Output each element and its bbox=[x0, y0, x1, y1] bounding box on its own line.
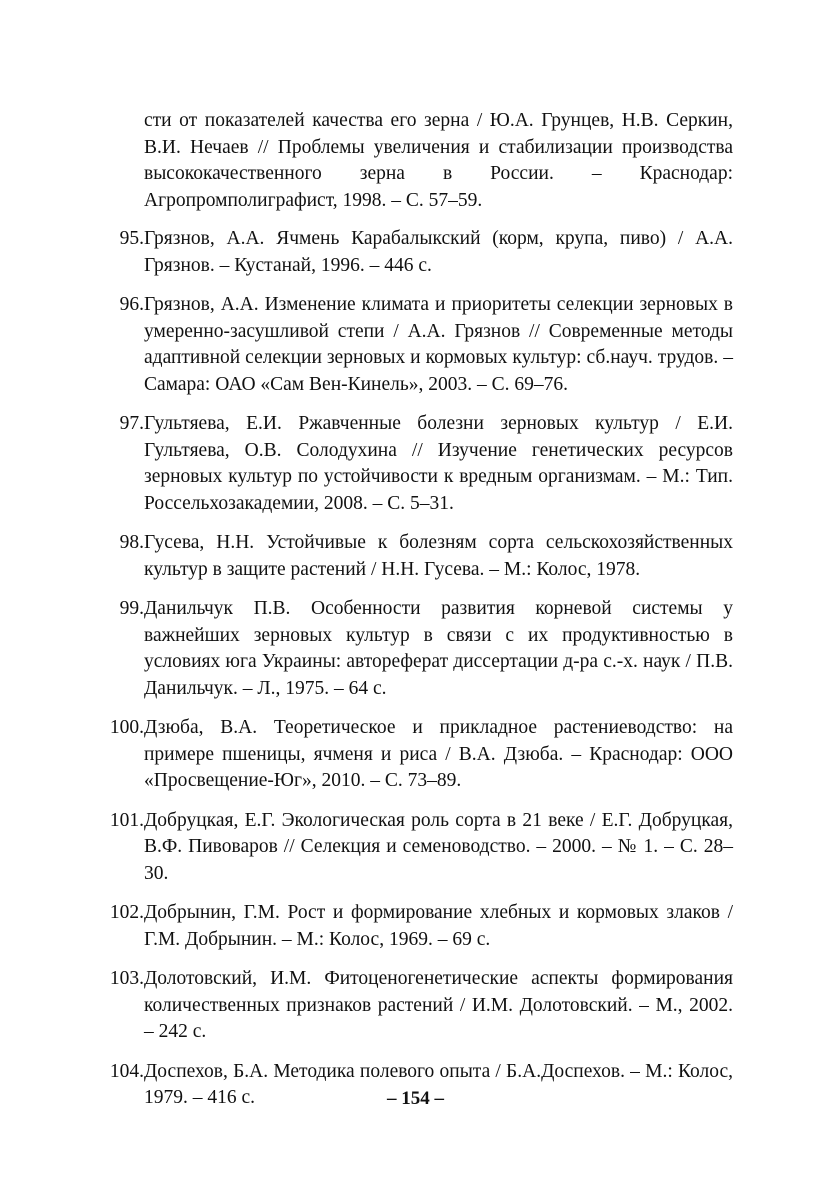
entry-number: 97. bbox=[119, 413, 144, 434]
bibliography-entry bbox=[100, 596, 733, 702]
entry-number: 104. bbox=[109, 1060, 144, 1082]
bibliography-entry bbox=[100, 808, 733, 888]
entry-text: сти от показателей качества его зерна / Ю.А. Грунцев, Н.В. Серкин, В.И. Нечаев // Проблемы увеличения и стабилизации производства высококачественного зерна в России. – Краснодар: Агропромполиграфист, 1998. – С. 57–59. bbox=[144, 110, 733, 211]
entry-number: 100. bbox=[109, 717, 144, 738]
entry-number: 98. bbox=[119, 532, 144, 553]
entry-text: Дзюба, В.А. Теоретическое и прикладное растениеводство: на примере пшеницы, ячменя и риса / В.А. Дзюба. – Краснодар: ООО «Просвещение-Юг», 2010. – С. 73–89. bbox=[144, 717, 733, 791]
entry-number: 96. bbox=[119, 294, 144, 315]
entry-text: Гультяева, Е.И. Ржавченные болезни зерновых культур / Е.И. Гультяева, О.В. Солодухина // Изучение генетических ресурсов зерновых культур по устойчивости к вредным организмам. – М.: Тип. Россельхозакадемии, 2008. – С. 5–31. bbox=[144, 413, 733, 514]
entry-text: Грязнов, А.А. Изменение климата и приоритеты селекции зерновых в умеренно-засушливой степи / А.А. Грязнов // Современные методы адаптивной селекции зерновых и кормовых культур: сб.науч. трудов. – Самара: ОАО «Сам Вен-Кинель», 2003. – С. 69–76. bbox=[144, 294, 733, 395]
bibliography-entry bbox=[100, 966, 733, 1046]
entry-text: Добруцкая, Е.Г. Экологическая роль сорта в 21 веке / Е.Г. Добруцкая, В.Ф. Пивоваров // Селекция и семеноводство. – 2000. – № 1. – С. 28–30. bbox=[144, 809, 733, 884]
page-number: – 154 – bbox=[387, 1088, 444, 1109]
bibliography-entry bbox=[100, 900, 733, 953]
entry-number: 95. bbox=[119, 228, 144, 249]
bibliography-entry bbox=[100, 411, 733, 517]
bibliography-entry-continuation bbox=[100, 108, 733, 214]
bibliography-list bbox=[100, 108, 733, 1125]
entry-text: Грязнов, А.А. Ячмень Карабалыкский (корм, крупа, пиво) / А.А. Грязнов. – Кустанай, 1996. – 446 с. bbox=[144, 228, 733, 276]
bibliography-entry bbox=[100, 226, 733, 279]
entry-text: Гусева, Н.Н. Устойчивые к болезням сорта сельскохозяйственных культур в защите растений / Н.Н. Гусева. – М.: Колос, 1978. bbox=[144, 532, 733, 580]
bibliography-entry bbox=[100, 530, 733, 583]
entry-number: 101. bbox=[109, 809, 144, 831]
entry-text: Долотовский, И.М. Фитоценогенетические аспекты формирования количественных признаков растений / И.М. Долотовский. – М., 2002. – 242 с. bbox=[144, 968, 733, 1042]
entry-text: Добрынин, Г.М. Рост и формирование хлебных и кормовых злаков / Г.М. Добрынин. – М.: Колос, 1969. – 69 с. bbox=[144, 902, 733, 950]
entry-text: Доспехов, Б.А. Методика полевого опыта / Б.А.Доспехов. – М.: Колос, 1979. – 416 с. bbox=[144, 1060, 733, 1108]
entry-text: Данильчук П.В. Особенности развития корневой системы у важнейших зерновых культур в связи с их продуктивностью в условиях юга Украины: автореферат диссертации д-ра с.-х. наук / П.В. Данильчук. – Л., 1975. – 64 с. bbox=[144, 598, 733, 699]
entry-number: 99. bbox=[119, 598, 144, 619]
bibliography-entry bbox=[100, 715, 733, 795]
entry-number: 103. bbox=[109, 968, 144, 989]
bibliography-entry bbox=[100, 292, 733, 398]
entry-number: 102. bbox=[109, 902, 144, 923]
